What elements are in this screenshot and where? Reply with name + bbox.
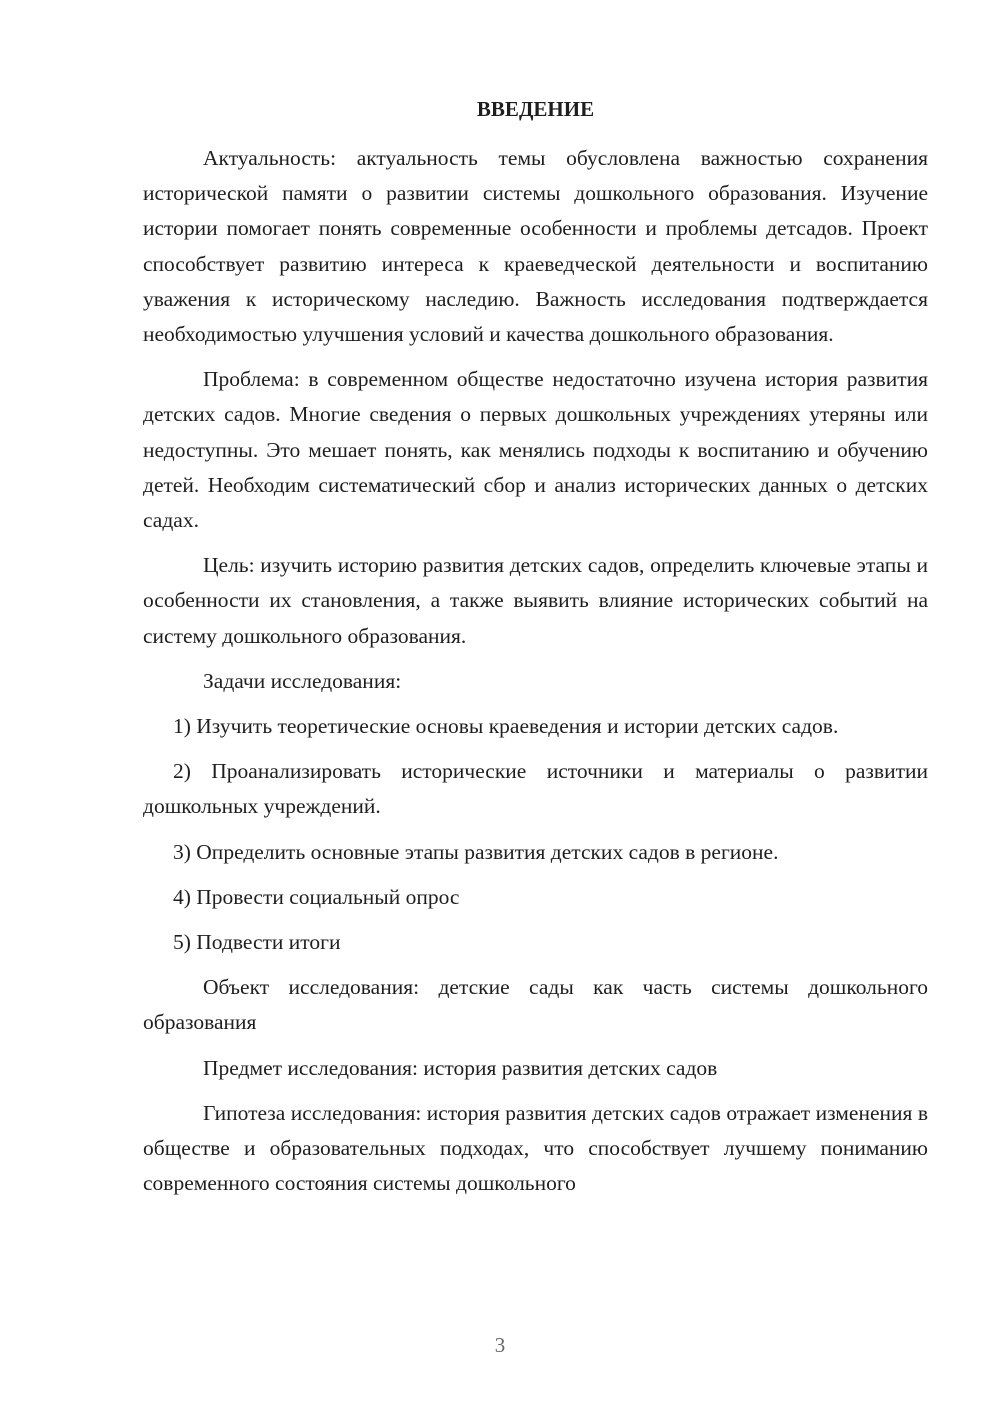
task-item: 5) Подвести итоги (173, 930, 341, 955)
relevance-paragraph: Актуальность: актуальность темы обусловлена важностью сохранения исторической памяти о развитии системы дошкольного образования. Изучение истории помогает понять современные особенности и проблемы детсадов. Проект способствует развитию интереса к краеведческой деятельности и воспитанию уважения к историческому наследию. Важность исследования подтверждается необходимостью улучшения условий и качества дошкольного образования. (143, 146, 928, 347)
task-item: 4) Провести социальный опрос (173, 884, 460, 909)
page-content (143, 92, 928, 1211)
page-number: 3 (494, 1333, 506, 1357)
tasks-heading: Задачи исследования: (203, 668, 402, 693)
page-title: ВВЕДЕНИЕ (476, 97, 595, 121)
subject-paragraph: Предмет исследования: история развития детских садов (203, 1055, 718, 1080)
problem-paragraph: Проблема: в современном обществе недостаточно изучена история развития детских садов. Многие сведения о первых дошкольных учреждениях утеряны или недоступны. Это мешает понять, как менялись подходы к воспитанию и обучению детей. Необходим систематический сбор и анализ исторических данных о детских садах. (143, 367, 928, 533)
task-item: 3) Определить основные этапы развития детских садов в регионе. (173, 839, 779, 864)
goal-paragraph: Цель: изучить историю развития детских садов, определить ключевые этапы и особенности их становления, а также выявить влияние исторических событий на систему дошкольного образования. (143, 553, 928, 648)
task-item: 2) Проанализировать исторические источники и материалы о развитии дошкольных учреждений. (143, 759, 928, 819)
hypothesis-paragraph: Гипотеза исследования: история развития детских садов отражает изменения в обществе и образовательных подходах, что способствует лучшему пониманию современного состояния системы дошкольного (143, 1100, 928, 1196)
task-item: 1) Изучить теоретические основы краеведения и истории детских садов. (173, 714, 839, 739)
object-paragraph: Объект исследования: детские сады как часть системы дошкольного образования (143, 975, 928, 1035)
